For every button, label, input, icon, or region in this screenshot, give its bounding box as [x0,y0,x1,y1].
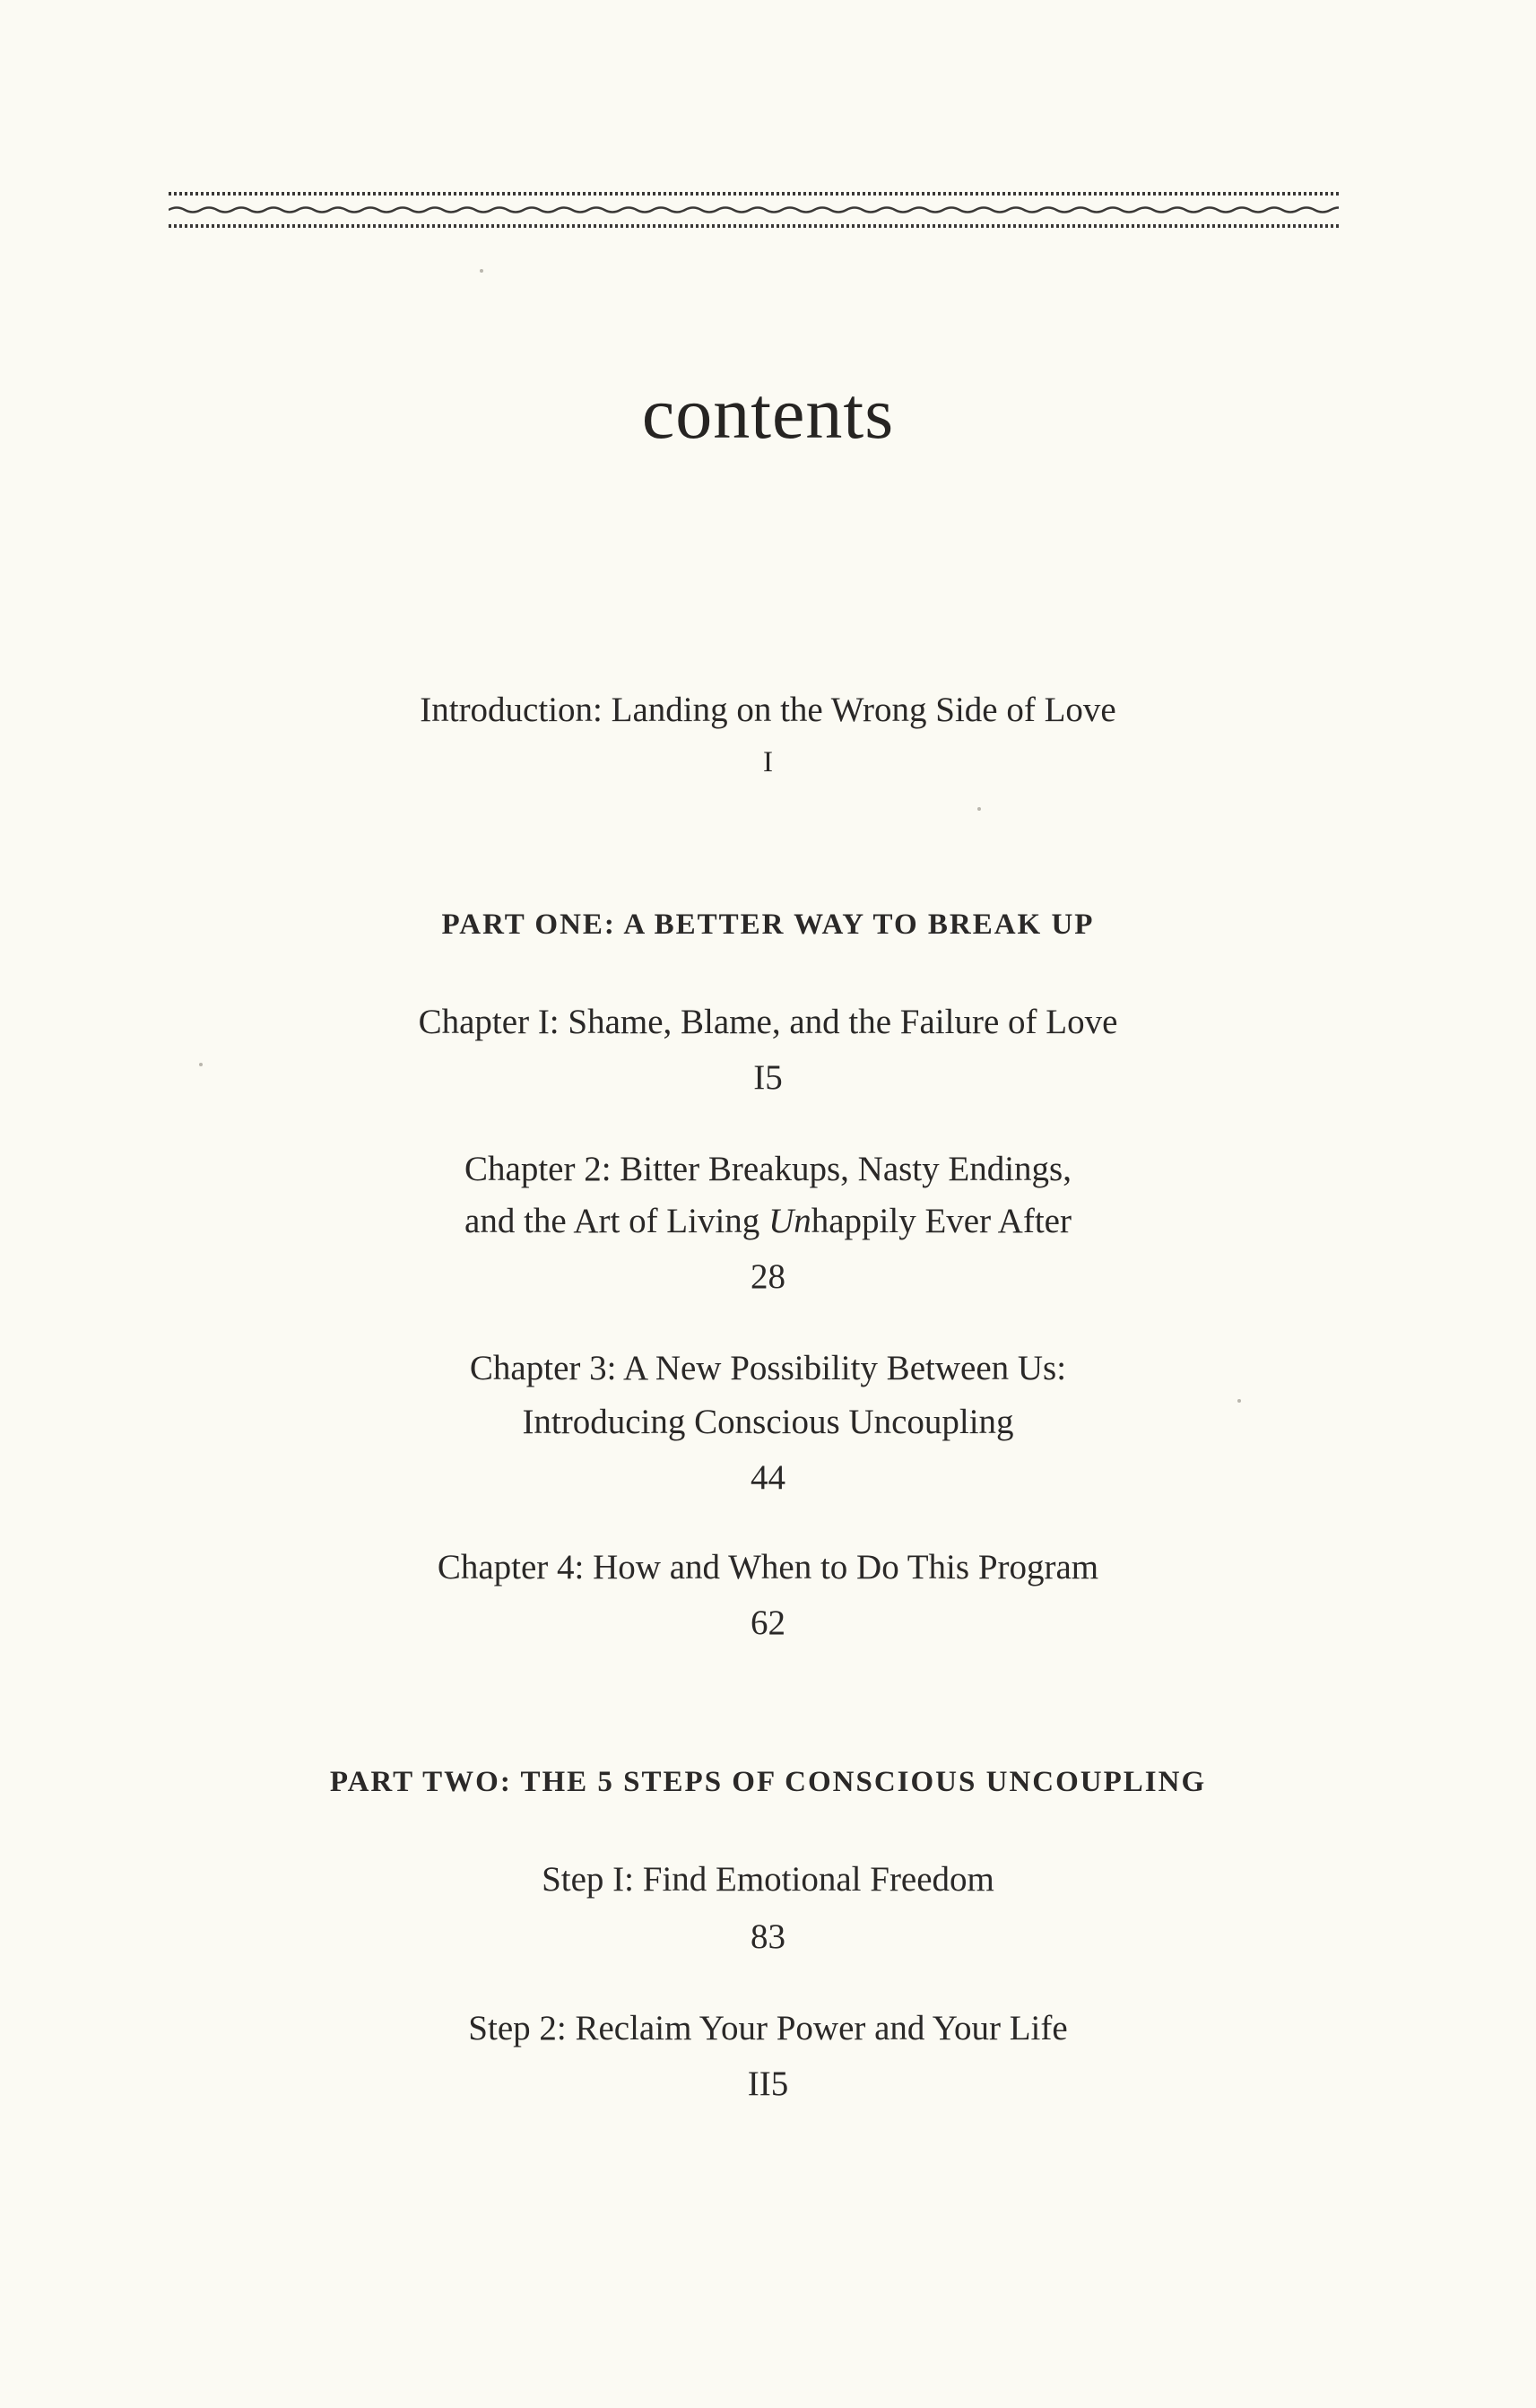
paper-speck [1237,1399,1241,1403]
paper-speck [199,1063,203,1066]
toc-entry-introduction-title: Introduction: Landing on the Wrong Side of Love [420,691,1116,729]
part-two-heading: PART TWO: THE 5 STEPS OF CONSCIOUS UNCOUPLING [329,1766,1207,1798]
toc-entry-introduction-page: I [763,746,773,778]
chapter-2-page: 28 [751,1257,785,1296]
part-one-heading: PART ONE: A BETTER WAY TO BREAK UP [441,908,1095,941]
chapter-3-title-line-2: Introducing Conscious Uncoupling [522,1403,1014,1441]
chapter-2-title-line-2-a: and the Art of Living [464,1202,769,1240]
chapter-4-title: Chapter 4: How and When to Do This Program [437,1548,1099,1586]
chapter-2-title-line-1: Chapter 2: Bitter Breakups, Nasty Endings, [464,1150,1072,1188]
chapter-4-page: 62 [751,1604,785,1642]
chapter-1-title: Chapter I: Shame, Blame, and the Failure of Love [418,1003,1118,1041]
ornament-rule [169,188,1339,231]
chapter-2-title-line-2 [0,1204,1536,1239]
step-1-page: 83 [751,1917,785,1956]
paper-speck [977,807,981,811]
chapter-3-title-line-1: Chapter 3: A New Possibility Between Us: [469,1349,1067,1387]
paper-speck [480,269,483,273]
page-title: contents [641,372,895,454]
step-1-title: Step I: Find Emotional Freedom [542,1860,994,1899]
chapter-2-title-line-2-italic: Un [768,1202,811,1240]
chapter-3-page: 44 [751,1458,785,1497]
chapter-1-page: I5 [753,1058,783,1097]
step-2-title: Step 2: Reclaim Your Power and Your Life [468,2009,1068,2047]
chapter-2-title-line-2-b: happily Ever After [811,1202,1072,1240]
step-2-page: II5 [747,2065,789,2103]
